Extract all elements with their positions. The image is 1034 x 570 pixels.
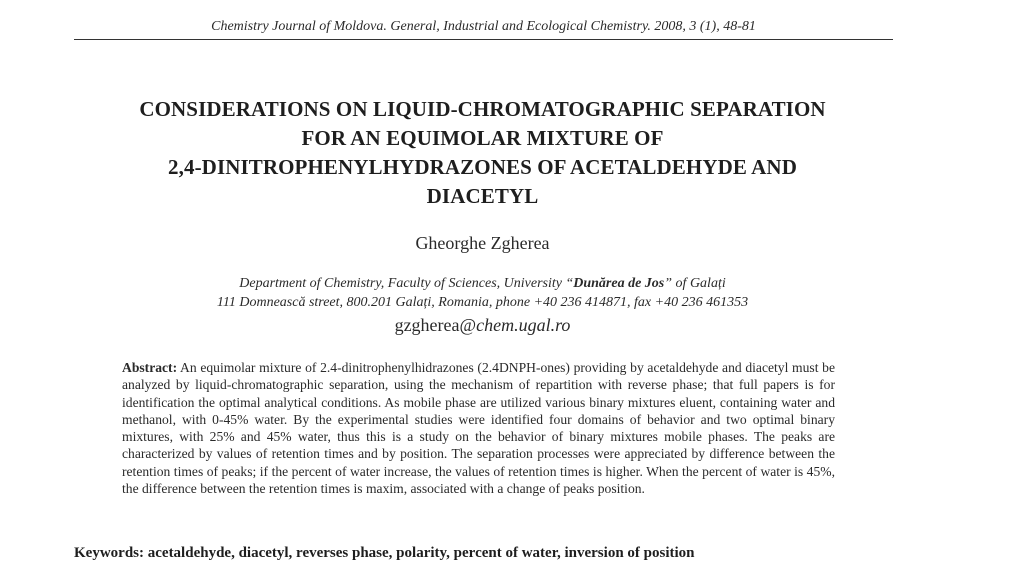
abstract-text: An equimolar mixture of 2.4-dinitrophenylhidrazones (2.4DNPH-ones) providing by acetaldehyde and diacetyl must be analyzed by liquid-chromatographic separation, using the mechanism of repartition with reverse phase; that full papers is for identification the optimal analytical conditions. As mobile phase are utilized various binary mixtures eluent, containing water and methanol, with 0-45% water. By the experimental studies were identified four domains of behavior and two optimal binary mixtures, with 25% and 45% water, thus this is a study on the behavior of binary mixtures mobile phases. The peaks are characterized by values of retention times and by position. The separation processes were appreciated by difference between the retention times of peaks; if the percent of water increase, the values of retention times is higher. When the percent of water is 45%, the difference between the retention times is maxim, associated with a change of peaks position. bbox=[122, 360, 835, 497]
title-line: 2,4-DINITROPHENYLHYDRAZONES OF ACETALDEHYDE AND bbox=[168, 155, 797, 179]
author-email[interactable] bbox=[70, 314, 895, 336]
running-header: Chemistry Journal of Moldova. General, Industrial and Ecological Chemistry. 2008, 3 (1), 48-81 bbox=[211, 19, 756, 34]
keywords-label: Keywords: bbox=[74, 545, 144, 561]
affiliation-university: Dunărea de Jos bbox=[573, 276, 665, 291]
title-line: DIACETYL bbox=[426, 184, 539, 208]
email-user: gzgherea@ bbox=[394, 315, 477, 335]
author-name: Gheorghe Zgherea bbox=[415, 233, 550, 253]
keywords bbox=[74, 543, 934, 563]
affiliation-department: Department of Chemistry, Faculty of Sciences, University “ bbox=[239, 276, 574, 291]
header-rule bbox=[74, 39, 893, 40]
abstract bbox=[122, 359, 835, 497]
affiliation bbox=[70, 274, 895, 312]
abstract-label: Abstract: bbox=[122, 360, 178, 375]
title-line: CONSIDERATIONS ON LIQUID-CHROMATOGRAPHIC SEPARATION bbox=[139, 97, 826, 121]
keywords-text: acetaldehyde, diacetyl, reverses phase, polarity, percent of water, inversion of position bbox=[144, 545, 695, 561]
paper-title bbox=[70, 95, 895, 211]
affiliation-city: ” of Galați bbox=[664, 276, 726, 291]
affiliation-line-1 bbox=[70, 274, 895, 293]
title-line: FOR AN EQUIMOLAR MIXTURE OF bbox=[301, 126, 664, 150]
email-domain: chem.ugal.ro bbox=[476, 315, 571, 335]
affiliation-address: 111 Domnească street, 800.201 Galați, Romania, phone +40 236 414871, fax +40 236 461353 bbox=[216, 295, 749, 310]
